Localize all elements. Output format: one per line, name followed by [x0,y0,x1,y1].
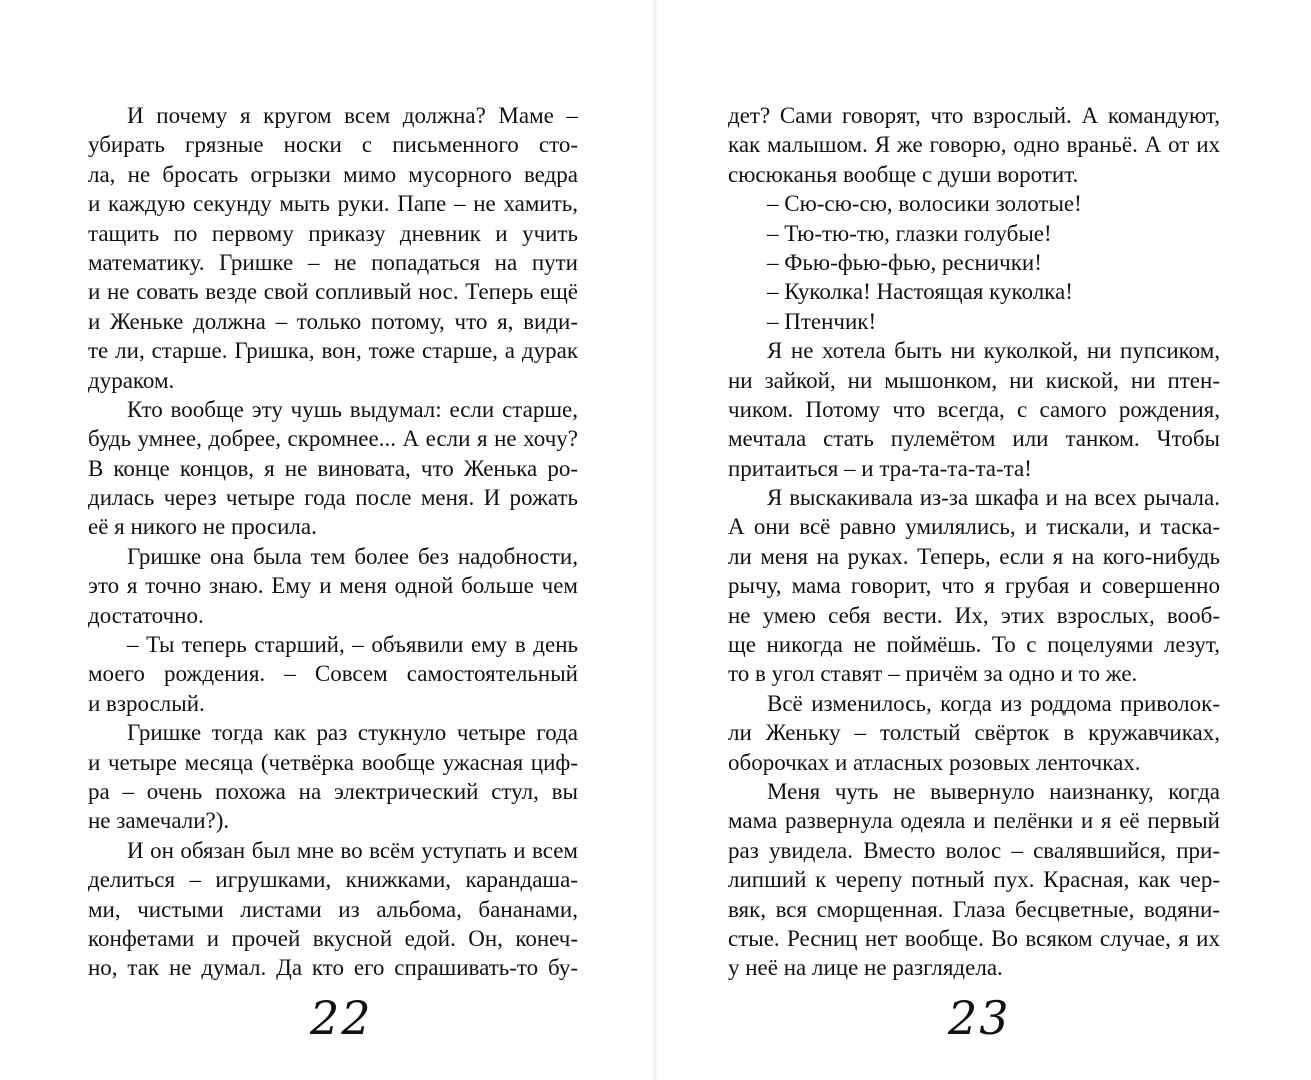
right-page-text [728,101,1220,983]
text-line: то в угол ставят – причём за одно и то же. [728,661,1138,687]
text-line: и Женьке должна – только потому, что я, види- [88,308,578,334]
text-line: математику. Гришке – не попадаться на пути [88,249,578,275]
text-line: чиком. Потому что всегда, с самого рождения, [728,396,1220,422]
text-line: и не совать везде свой сопливый нос. Теперь ещё [88,279,578,305]
text-line: Меня чуть не вывернуло наизнанку, когда [767,778,1220,804]
text-line: липший к черепу потный пух. Красная, как чер- [728,867,1220,893]
text-line: её я никого не просила. [88,514,317,540]
text-line: тащить по первому приказу дневник и учить [88,220,578,246]
text-line: дилась через четыре года после меня. И рожать [88,485,578,511]
text-line: Я не хотела быть ни куколкой, ни пупсиком, [767,338,1220,364]
text-line: – Птенчик! [767,308,877,334]
text-line: будь умнее, добрее, скромнее... А если я не хочу? [88,426,578,452]
text-line: ни зайкой, ни мышонком, ни киской, ни птен- [728,367,1220,393]
text-line: ли меня на руках. Теперь, если я на кого-нибудь [728,543,1220,569]
text-line: сюсюканья вообще с души воротит. [728,161,1079,187]
text-line: и четыре месяца (четвёрка вообще ужасная циф- [88,749,578,775]
text-line: раз увидела. Вместо волос – свалявшийся, при- [728,837,1220,863]
text-line: как малышом. Я же говорю, одно враньё. А от их [728,132,1220,158]
text-line: Гришке тогда как раз стукнуло четыре года [127,720,578,746]
text-line: Кто вообще эту чушь выдумал: если старше, [127,396,578,422]
text-line: – Сю-сю-сю, волосики золотые! [767,191,1082,217]
text-line: не замечали?). [88,808,230,834]
text-line: – Фью-фью-фью, реснички! [767,249,1042,275]
text-line: дураком. [88,367,175,393]
right-page [656,0,1311,1080]
text-line: ра – очень похожа на электрический стул, вы [88,778,578,804]
page-number-right: 23 [948,991,1011,1045]
text-line: дет? Сами говорят, что взрослый. А командуют, [728,103,1220,128]
text-line: и взрослый. [88,690,205,716]
text-line: – Ты теперь старший, – объявили ему в день [127,632,578,658]
text-line: притаиться – и тра-та-та-та-та! [728,455,1032,481]
text-line: не умею себя вести. Их, этих взрослых, вооб- [728,602,1220,628]
text-line: В конце концов, я не виновата, что Женька ро- [88,455,578,481]
page-number-left: 22 [310,991,373,1045]
text-line: Я выскакивала из-за шкафа и на всех рычала. [767,485,1220,511]
text-line: ла, не бросать огрызки мимо мусорного ведра [88,161,578,187]
text-line: Гришке она была тем более без надобности, [127,543,578,569]
text-line: – Куколка! Настоящая куколка! [767,279,1073,305]
text-line: делиться – игрушками, книжками, карандаша- [88,867,578,893]
left-page-text [88,101,578,983]
text-line: оборочках и атласных розовых ленточках. [728,749,1141,775]
text-line: ми, чистыми листами из альбома, бананами, [88,896,578,922]
text-line: вяк, вся сморщенная. Глаза бесцветные, водяни- [728,896,1220,922]
text-line: ли Женьку – толстый свёрток в кружавчиках, [728,720,1220,746]
text-line: те ли, старше. Гришка, вон, тоже старше, а дурак [88,338,578,364]
left-page [0,0,655,1080]
text-line: И почему я кругом всем должна? Маме – [127,103,578,128]
text-line: – Тю-тю-тю, глазки голубые! [767,220,1052,246]
text-line: И он обязан был мне во всём уступать и всем [127,837,578,863]
text-line: стые. Ресниц нет вообще. Во всяком случае, я их [728,925,1220,951]
text-line: А они всё равно умилялись, и тискали, и таска- [728,514,1220,540]
text-line: это я точно знаю. Ему и меня одной больше чем [88,573,578,599]
text-line: и каждую секунду мыть руки. Папе – не хамить, [88,191,578,217]
text-line: Всё изменилось, когда из роддома приволок- [767,690,1220,716]
text-line: но, так не думал. Да кто его спрашивать-то бу- [88,955,578,981]
text-line: у неё на лице не разглядела. [728,955,1003,981]
text-line: конфетами и прочей вкусной едой. Он, конеч- [88,925,578,951]
text-line: достаточно. [88,602,204,628]
text-line: убирать грязные носки с письменного сто- [88,132,578,158]
text-line: моего рождения. – Совсем самостоятельный [88,661,578,687]
text-line: мечтала стать пулемётом или танком. Чтобы [728,426,1220,452]
text-line: ще никогда не поймёшь. То с поцелуями лезут, [728,632,1220,658]
text-line: рычу, мама говорит, что я грубая и совершенно [728,573,1220,599]
text-line: мама развернула одеяла и пелёнки и я её первый [728,808,1220,834]
